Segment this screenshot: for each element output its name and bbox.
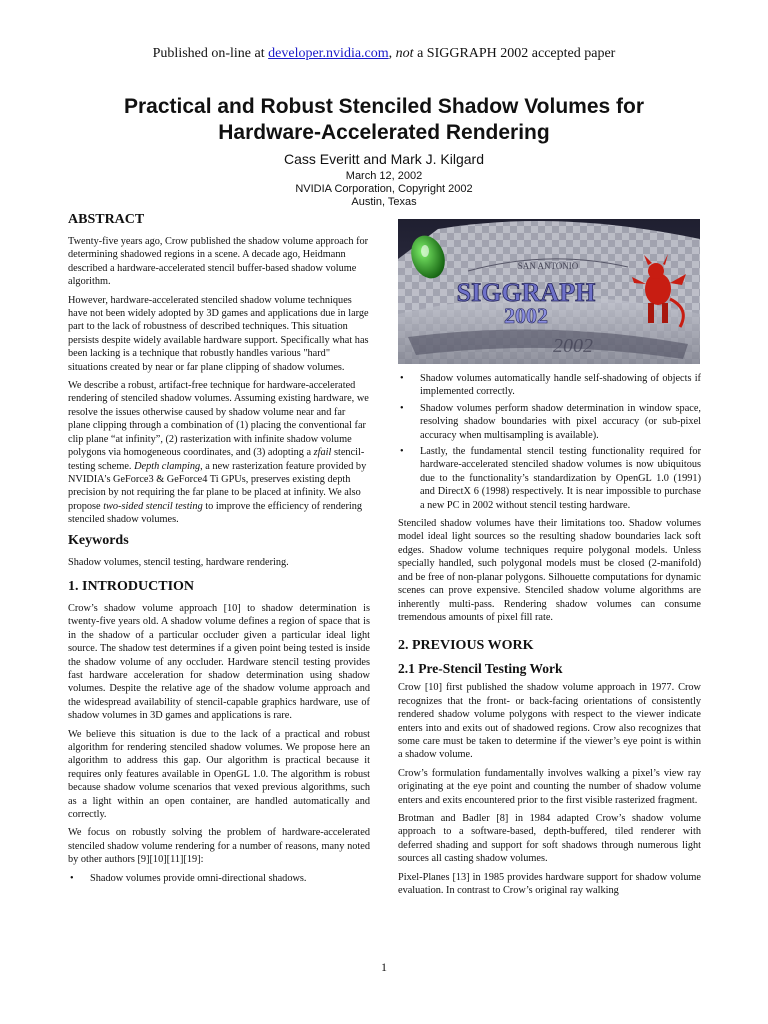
abstract-heading: ABSTRACT xyxy=(68,212,145,227)
intro-bullet-list xyxy=(68,872,370,885)
pixel-planes-paragraph: Pixel-Planes [13] in 1985 provides hardware support for shadow volume evaluation. In contrast to Crow’s original ray walking xyxy=(398,871,701,896)
title-line-2: Hardware-Accelerated Rendering xyxy=(218,121,550,144)
previous-work-heading: 2. PREVIOUS WORK xyxy=(398,638,534,654)
right-column xyxy=(398,219,701,902)
list-item: • Shadow volumes perform shadow determination in window space, resolving shadow boundaries with pixel accuracy (or sub-pixel accuracy when multisampling is available). xyxy=(398,402,701,442)
page-number: 1 xyxy=(381,960,387,974)
intro-paragraph-1: Crow’s shadow volume approach [10] to shadow determination is twenty-five years old. A shadow volume defines a region of space that is in the shadow of a particular occluder given a particular ideal light source. The shadow test determines if a given point being tested is inside the shadow volume of any occluder. Hardware stencil testing provides fast hardware acceleration for shadow determination using shadow volumes. Despite the relative age of the shadow volume approach and the widespread availability of stencil-capable graphics hardware, use of shadow volumes in 3D games and applications is rare. xyxy=(68,602,370,722)
abstract-paragraph-2: However, hardware-accelerated stenciled shadow volume techniques have not been widely adopted by 3D games and applications due in large part to the lack of robustness of described techniques. This situation persists despite widely available hardware support. Specifically what has been lacking is a technique that robustly handles various "hard" situations created by near or far plane clipping of shadow volumes. xyxy=(68,294,369,373)
siggraph-render-image xyxy=(398,219,700,364)
paper-title xyxy=(40,94,728,146)
abstract-p3-c: stencil-testing scheme. xyxy=(68,447,365,472)
note-comma: , xyxy=(388,46,396,61)
keywords-heading: Keywords xyxy=(68,532,129,548)
siggraph-figure xyxy=(398,219,700,364)
crow-paragraph-2: Crow’s formulation fundamentally involves walking a pixel’s view ray originating at the eye point and counting the number of shadow volume enters and exits encountered prior to the first visible rasterized fragment. xyxy=(398,767,701,806)
intro-paragraph-2: We believe this situation is due to the lack of a practical and robust algorithm for rendering stenciled shadow volumes. We propose here an algorithm to address this gap. Our algorithm is practical because it requires only features available in OpenGL 1.0. The algorithm is robust because shadow volume scenarios that vexed previous algorithms, such as a light within an open container, are handled automatically and correctly. xyxy=(68,728,370,821)
note-suffix: a SIGGRAPH 2002 accepted paper xyxy=(413,46,616,61)
list-item: • Shadow volumes provide omni-directional shadows. xyxy=(68,872,370,885)
crow-paragraph-1: Crow [10] first published the shadow volume approach in 1977. Crow recognizes that the front- or back-facing orientations of consistently rendered shadow volume polygons with respect to the viewer indicate enters into and exits out of shadowed regions. Crow also recognizes that some care must be taken to determine if the viewer’s eye point is within a shadow volume. xyxy=(398,682,701,761)
abstract-paragraph-3 xyxy=(68,379,370,526)
left-column xyxy=(68,212,370,890)
location: Austin, Texas xyxy=(351,196,417,208)
note-not: not xyxy=(395,46,414,61)
abstract-p3-g: to improve the efficiency of rendering stenciled shadow volumes. xyxy=(68,500,363,526)
abstract-p3-a: We describe a robust, artifact-free technique for hardware-accelerated rendering of stenciled shadow volumes. Assuming existing hardware, we resolve the issues otherwise caused by shadow volume near and far plane clipping through a combination of (1) placing the conventional far clip plane “at infinity”, (2) rasterization with infinite shadow volume polygons via homogeneous coordinates, and (3) adopting a xyxy=(68,380,369,459)
corporation: NVIDIA Corporation, Copyright 2002 xyxy=(295,183,473,195)
note-prefix: Published on-line at xyxy=(152,46,269,61)
figure-siggraph-text: SIGGRAPH xyxy=(456,278,596,307)
figure-year-text: 2002 xyxy=(504,303,548,328)
abstract-paragraph-1: Twenty-five years ago, Crow published the shadow volume approach for determining shadowed regions in a scene. A decade ago, Heidmann described a hardware-accelerated stencil buffer-based shadow volume algorithm. xyxy=(68,236,369,288)
list-item: • Shadow volumes automatically handle self-shadowing of objects if implemented correctly. xyxy=(398,372,701,399)
authors: Cass Everitt and Mark J. Kilgard xyxy=(284,151,484,167)
figure-shadow-text: 2002 xyxy=(553,335,593,357)
list-item: • Lastly, the fundamental stencil testing functionality required for hardware-accelerated stenciled shadow volumes is now ubiquitous due to the functionality’s standardization by OpenGL 1.0 (1991) and DirectX 6 (1998) respectively. It is near impossible to purchase a new PC in 2002 without stencil testing hardware. xyxy=(398,445,701,512)
date: March 12, 2002 xyxy=(345,170,423,182)
title-line-1: Practical and Robust Stenciled Shadow Volumes for xyxy=(123,95,645,118)
abstract-p3-zfail: zfail xyxy=(313,447,332,459)
abstract-p3-two-sided: two-sided stencil testing xyxy=(103,500,203,512)
pre-stencil-heading: 2.1 Pre-Stencil Testing Work xyxy=(398,661,563,677)
abstract-p3-depth-clamping: Depth clamping xyxy=(134,460,201,472)
figure-arc-text: SAN ANTONIO xyxy=(517,261,579,271)
introduction-heading: 1. INTRODUCTION xyxy=(68,578,195,594)
right-bullet-list xyxy=(398,372,701,512)
brotman-paragraph: Brotman and Badler [8] in 1984 adapted Crow’s shadow volume approach to a software-based, depth-buffered, tiled renderer with deferred shading and support for soft shadows through numerous light sources all casting shadow volumes. xyxy=(398,812,701,865)
limitations-paragraph: Stenciled shadow volumes have their limitations too. Shadow volumes model ideal light sources so the resulting shadow boundaries lack soft edges. Shadow volume techniques require polygonal models. Unless specially handled, such polygonal models must be closed (2-manifold) and be free of non-planar polygons. Silhouette computations for dynamic scenes can prove expensive. Stenciled shadow volume algorithms are inherently multi-pass. Rendering shadow volumes can consume tremendous amounts of pixel fill rate. xyxy=(398,518,701,623)
nvidia-link[interactable]: developer.nvidia.com xyxy=(268,46,389,61)
keywords-text: Shadow volumes, stencil testing, hardware rendering. xyxy=(68,556,289,568)
intro-paragraph-3: We focus on robustly solving the problem of hardware-accelerated stenciled shadow volume rendering for a number of reasons, many noted by other authors [9][10][11][19]: xyxy=(68,827,370,866)
publication-note xyxy=(0,46,768,62)
abstract-p3-e: , a new rasterization feature provided by NVIDIA's GeForce3 & GeForce4 Ti GPUs, preserves existing depth precision by not requiring the far plane to be placed at infinity. We also propose xyxy=(68,460,367,512)
